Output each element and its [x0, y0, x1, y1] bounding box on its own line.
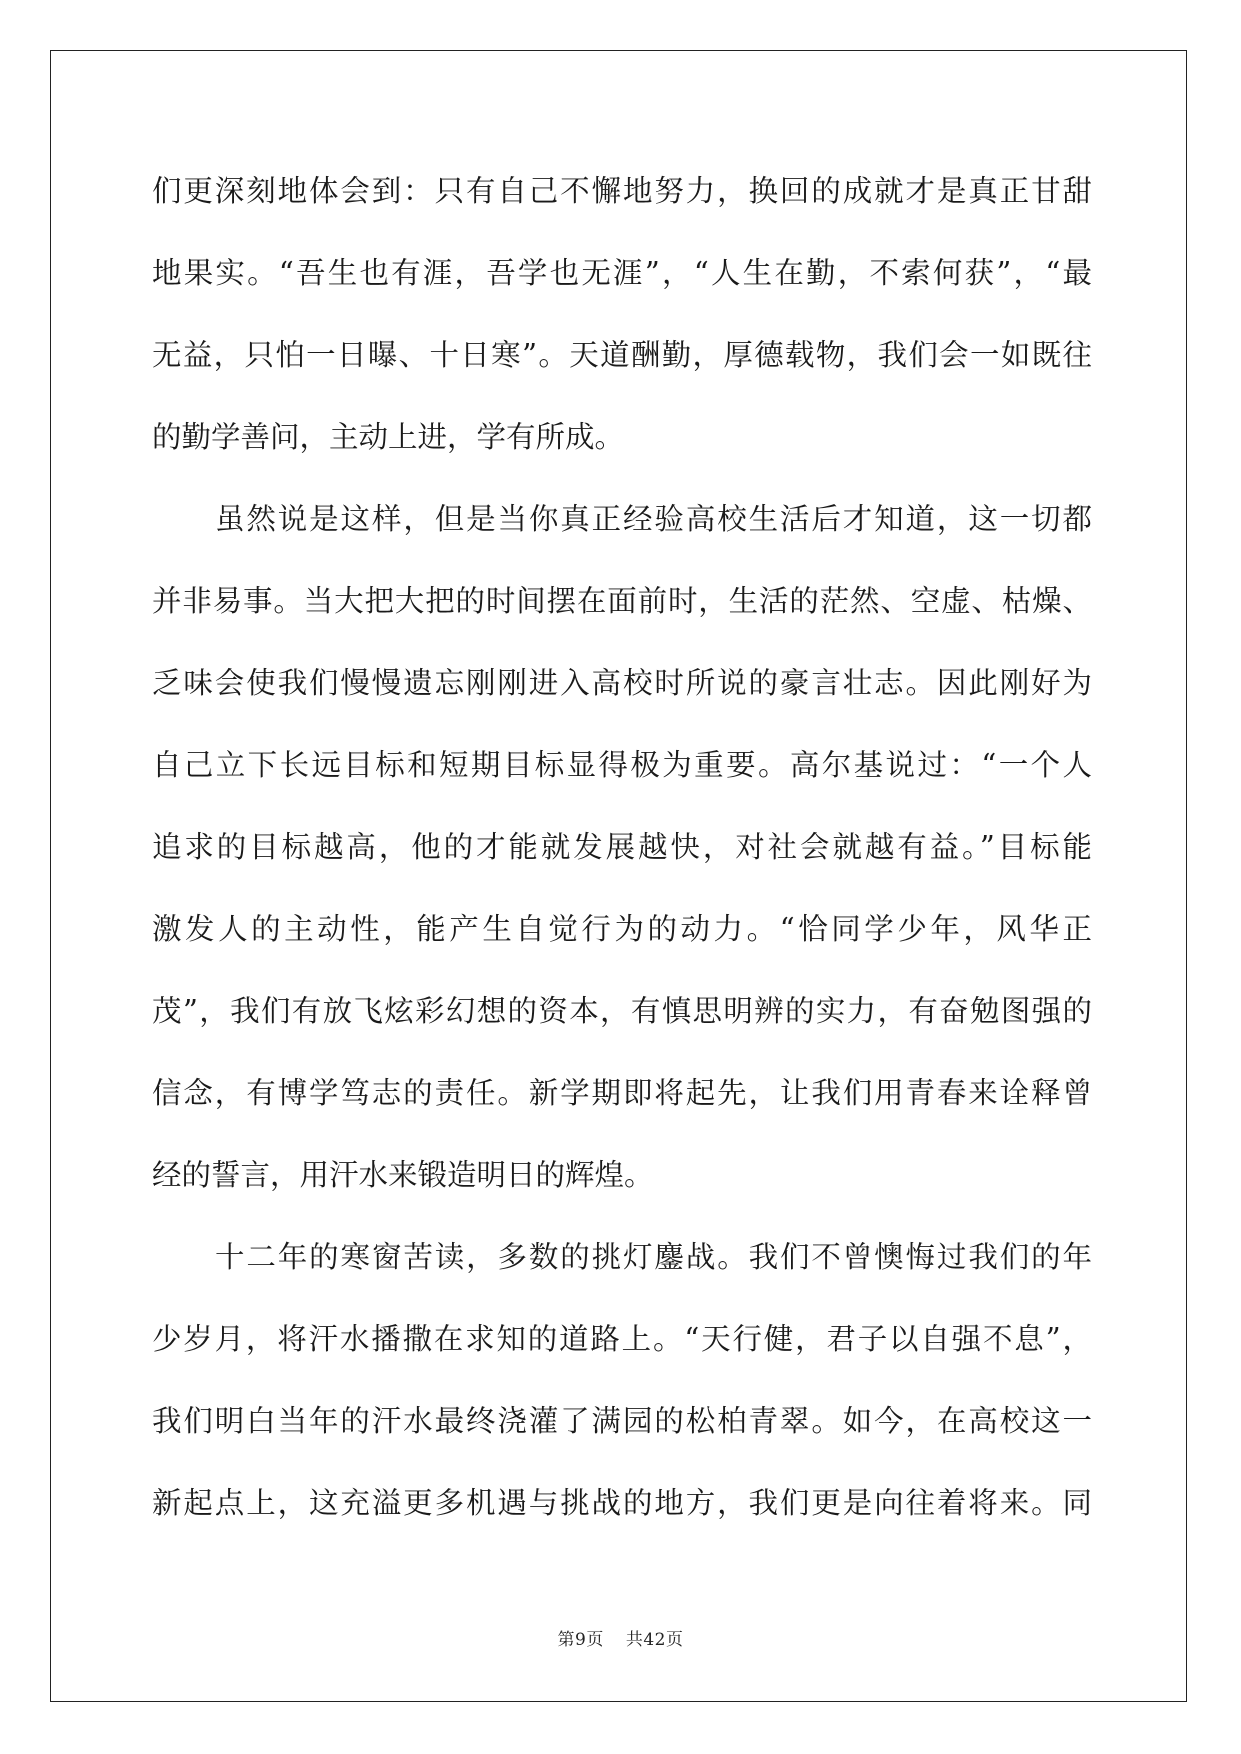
page-total: 共42页	[625, 1630, 684, 1650]
text-line: 激发人的主动性，能产生自觉行为的动力。“恰同学少年，风华正	[152, 912, 1092, 946]
document-body	[152, 150, 1092, 1544]
text-line: 信念，有博学笃志的责任。新学期即将起先，让我们用青春来诠释曾	[152, 1076, 1092, 1110]
text-line: 少岁月，将汗水播撒在求知的道路上。“天行健，君子以自强不息”，	[152, 1322, 1092, 1356]
page-footer	[0, 1625, 1241, 1650]
paragraph	[152, 150, 1092, 478]
text-line: 自己立下长远目标和短期目标显得极为重要。高尔基说过：“一个人	[152, 748, 1092, 782]
text-line: 无益，只怕一日曝、十日寒”。天道酬勤，厚德载物，我们会一如既往	[152, 338, 1092, 372]
text-line: 乏味会使我们慢慢遗忘刚刚进入高校时所说的豪言壮志。因此刚好为	[152, 666, 1092, 700]
text-line: 经的誓言，用汗水来锻造明日的辉煌。	[152, 1158, 654, 1192]
text-line: 的勤学善问，主动上进，学有所成。	[152, 420, 625, 454]
text-line: 地果实。“吾生也有涯，吾学也无涯”，“人生在勤，不索何获”，“最	[152, 256, 1092, 290]
text-line: 茂”，我们有放飞炫彩幻想的资本，有慎思明辨的实力，有奋勉图强的	[152, 994, 1092, 1028]
text-line: 十二年的寒窗苦读，多数的挑灯鏖战。我们不曾懊悔过我们的年	[215, 1240, 1092, 1274]
text-line: 们更深刻地体会到：只有自己不懈地努力，换回的成就才是真正甘甜	[152, 174, 1092, 208]
text-line: 我们明白当年的汗水最终浇灌了满园的松柏青翠。如今，在高校这一	[152, 1404, 1092, 1438]
text-line: 并非易事。当大把大把的时间摆在面前时，生活的茫然、空虚、枯燥、	[152, 584, 1092, 618]
text-line: 新起点上，这充溢更多机遇与挑战的地方，我们更是向往着将来。同	[152, 1486, 1092, 1520]
text-line: 追求的目标越高，他的才能就发展越快，对社会就越有益。”目标能	[152, 830, 1092, 864]
paragraph	[152, 1216, 1092, 1544]
text-line: 虽然说是这样，但是当你真正经验高校生活后才知道，这一切都	[215, 502, 1092, 536]
paragraph	[152, 478, 1092, 1216]
page-number: 第9页	[557, 1630, 604, 1650]
